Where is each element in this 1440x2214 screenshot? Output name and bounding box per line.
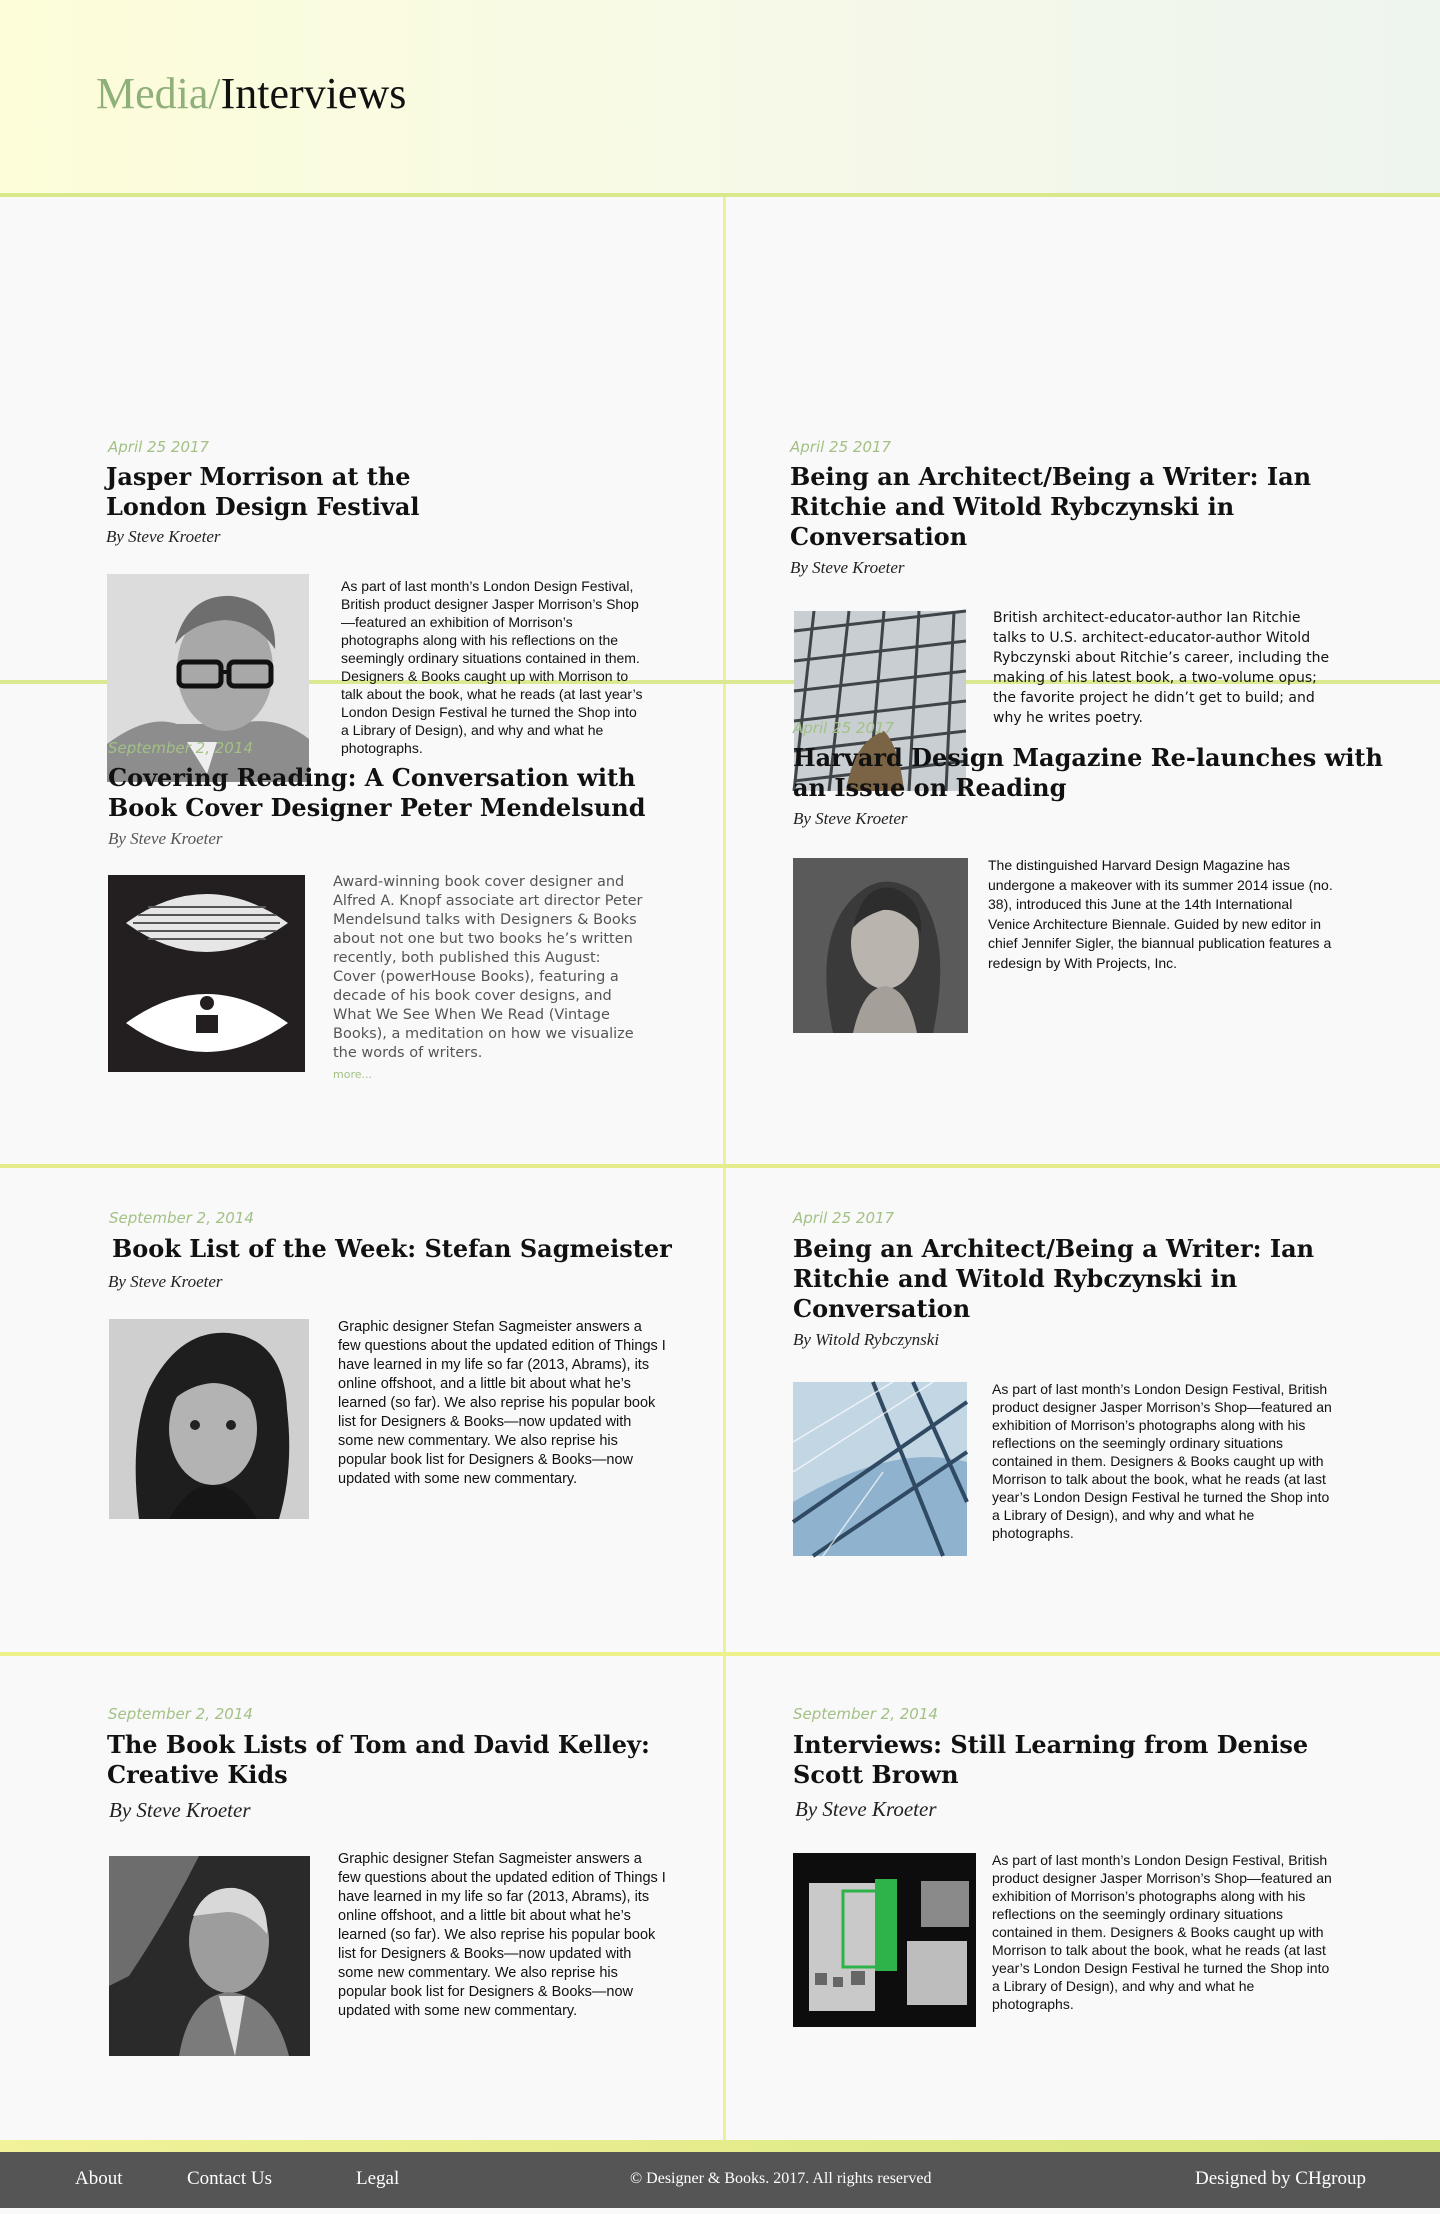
article-card[interactable] [726,1656,1440,2140]
article-card[interactable] [0,684,723,1164]
book-spread-image [793,1853,976,2027]
article-thumbnail[interactable] [793,1853,976,2027]
article-title[interactable]: Interviews: Still Learning from Denise Scott Brown [793,1730,1309,1789]
article-author: By Steve Kroeter [795,1797,937,1821]
article-excerpt: Graphic designer Stefan Sagmeister answers a few questions about the updated edition of Things I have learned in my life so far (2013, Abrams), its online offshoot, and a little bit about what he’s learned (so far). We also reprise his popular book list for Designers & Books—now updated with some new commentary. We also reprise his popular book list for Designers & Books—now updated with some new commentary. [338,1319,666,1487]
copyright-text: © Designer & Books. 2017. All rights reserved [630,2170,932,2187]
article-thumbnail[interactable] [793,858,968,1033]
architecture-image [793,1382,967,1556]
article-card[interactable] [726,197,1440,726]
book-cover-image [108,875,305,1072]
article-date: April 25 2017 [790,438,892,456]
article-date: September 2, 2014 [793,1705,938,1723]
article-title[interactable]: Covering Reading: A Conversation with Book Cover Designer Peter Mendelsund [108,763,646,822]
footer-accent-strip [0,2140,1440,2152]
article-thumbnail[interactable] [109,1319,309,1519]
article-author: By Steve Kroeter [106,527,221,546]
footer-link-legal[interactable]: Legal [356,2168,400,2189]
article-author: By Steve Kroeter [108,829,223,848]
article-title[interactable]: Being an Architect/Being a Writer: Ian Ritchie and Witold Rybczynski in Conversation [790,462,1312,551]
article-excerpt: As part of last month’s London Design Festival, British product designer Jasper Morrison’s Shop—featured an exhibition of Morrison’s photographs along with his reflections on the seemingly ordinary situations contained in them. Designers & Books caught up with Morrison to talk about the book, what he reads (at last year’s London Design Festival he turned the Shop into a Library of Design), and why and what he photographs. [992,1381,1332,1541]
article-title[interactable]: Book List of the Week: Stefan Sagmeister [112,1234,672,1263]
article-date: September 2, 2014 [108,739,253,757]
article-title[interactable]: Being an Architect/Being a Writer: Ian Ritchie and Witold Rybczynski in Conversation [793,1234,1315,1323]
article-excerpt: Graphic designer Stefan Sagmeister answers a few questions about the updated edition of Things I have learned in my life so far (2013, Abrams), its online offshoot, and a little bit about what he’s learned (so far). We also reprise his popular book list for Designers & Books—now updated with some new commentary. We also reprise his popular book list for Designers & Books—now updated with some new commentary. [338,1851,666,2019]
article-date: September 2, 2014 [109,1209,254,1227]
portrait-image [109,1856,310,2056]
article-date: April 25 2017 [793,719,895,737]
article-thumbnail[interactable] [793,1382,967,1556]
article-excerpt-text: Award-winning book cover designer and Alfred A. Knopf associate art director Peter Mendelsund talks with Designers & Books about not one but two books he’s written recently, both published this August: Cover (powerHouse Books), featuring a decade of his book cover designs, and What We See When We Read (Vintage Books), a meditation on how we visualize the words of writers. [333,874,643,1061]
article-date: April 25 2017 [108,438,210,456]
footer-link-about[interactable]: About [75,2168,123,2189]
article-author: By Steve Kroeter [790,558,905,577]
breadcrumb-media[interactable]: Media/ [96,69,221,118]
article-title[interactable]: Jasper Morrison at the London Design Festival [106,462,420,521]
article-thumbnail[interactable] [108,875,305,1072]
article-excerpt: The distinguished Harvard Design Magazine has undergone a makeover with its summer 2014 issue (no. 38), introduced this June at the 14th International Venice Architecture Biennale. Guided by new editor in chief Jennifer Sigler, the biannual publication features a redesign by With Projects, Inc. [988,857,1333,971]
portrait-image [109,1319,309,1519]
article-card[interactable] [0,1168,723,1652]
footer-link-contact[interactable]: Contact Us [187,2168,272,2189]
page-header [0,0,1440,197]
site-footer [0,2152,1440,2208]
more-link[interactable]: more... [333,1068,372,1081]
article-date: September 2, 2014 [108,1705,253,1723]
article-title[interactable]: Harvard Design Magazine Re-launches with an Issue on Reading [793,743,1383,802]
article-excerpt [333,873,643,1084]
designer-credit[interactable]: Designed by CHgroup [1195,2168,1366,2189]
article-excerpt: As part of last month’s London Design Festival, British product designer Jasper Morrison’s Shop—featured an exhibition of Morrison’s photographs along with his reflections on the seemingly ordinary situations contained in them. Designers & Books caught up with Morrison to talk about the book, what he reads (at last year’s London Design Festival he turned the Shop into a Library of Design), and why and what he photographs. [341,578,643,756]
article-author: By Steve Kroeter [108,1272,223,1291]
article-author: By Steve Kroeter [109,1798,251,1822]
article-date: April 25 2017 [793,1209,895,1227]
article-card[interactable] [726,684,1440,1164]
article-excerpt: As part of last month’s London Design Festival, British product designer Jasper Morrison’s Shop—featured an exhibition of Morrison’s photographs along with his reflections on the seemingly ordinary situations contained in them. Designers & Books caught up with Morrison to talk about the book, what he reads (at last year’s London Design Festival he turned the Shop into a Library of Design), and why and what he photographs. [992,1852,1332,2012]
article-grid [0,197,1440,2140]
article-author: By Witold Rybczynski [793,1330,940,1349]
article-title[interactable]: The Book Lists of Tom and David Kelley: Creative Kids [107,1730,650,1789]
article-card[interactable] [726,1168,1440,1652]
article-thumbnail[interactable] [109,1856,310,2056]
article-author: By Steve Kroeter [793,809,908,828]
page-title [96,68,406,119]
article-excerpt: British architect-educator-author Ian Ritchie talks to U.S. architect-educator-author Witold Rybczynski about Ritchie’s career, including the making of his latest book, a two-volume opus; the favorite project he didn’t get to build; and why he writes poetry. [993,610,1330,726]
breadcrumb-current: Interviews [220,69,407,118]
portrait-image [793,858,968,1033]
article-card[interactable] [0,1656,723,2140]
